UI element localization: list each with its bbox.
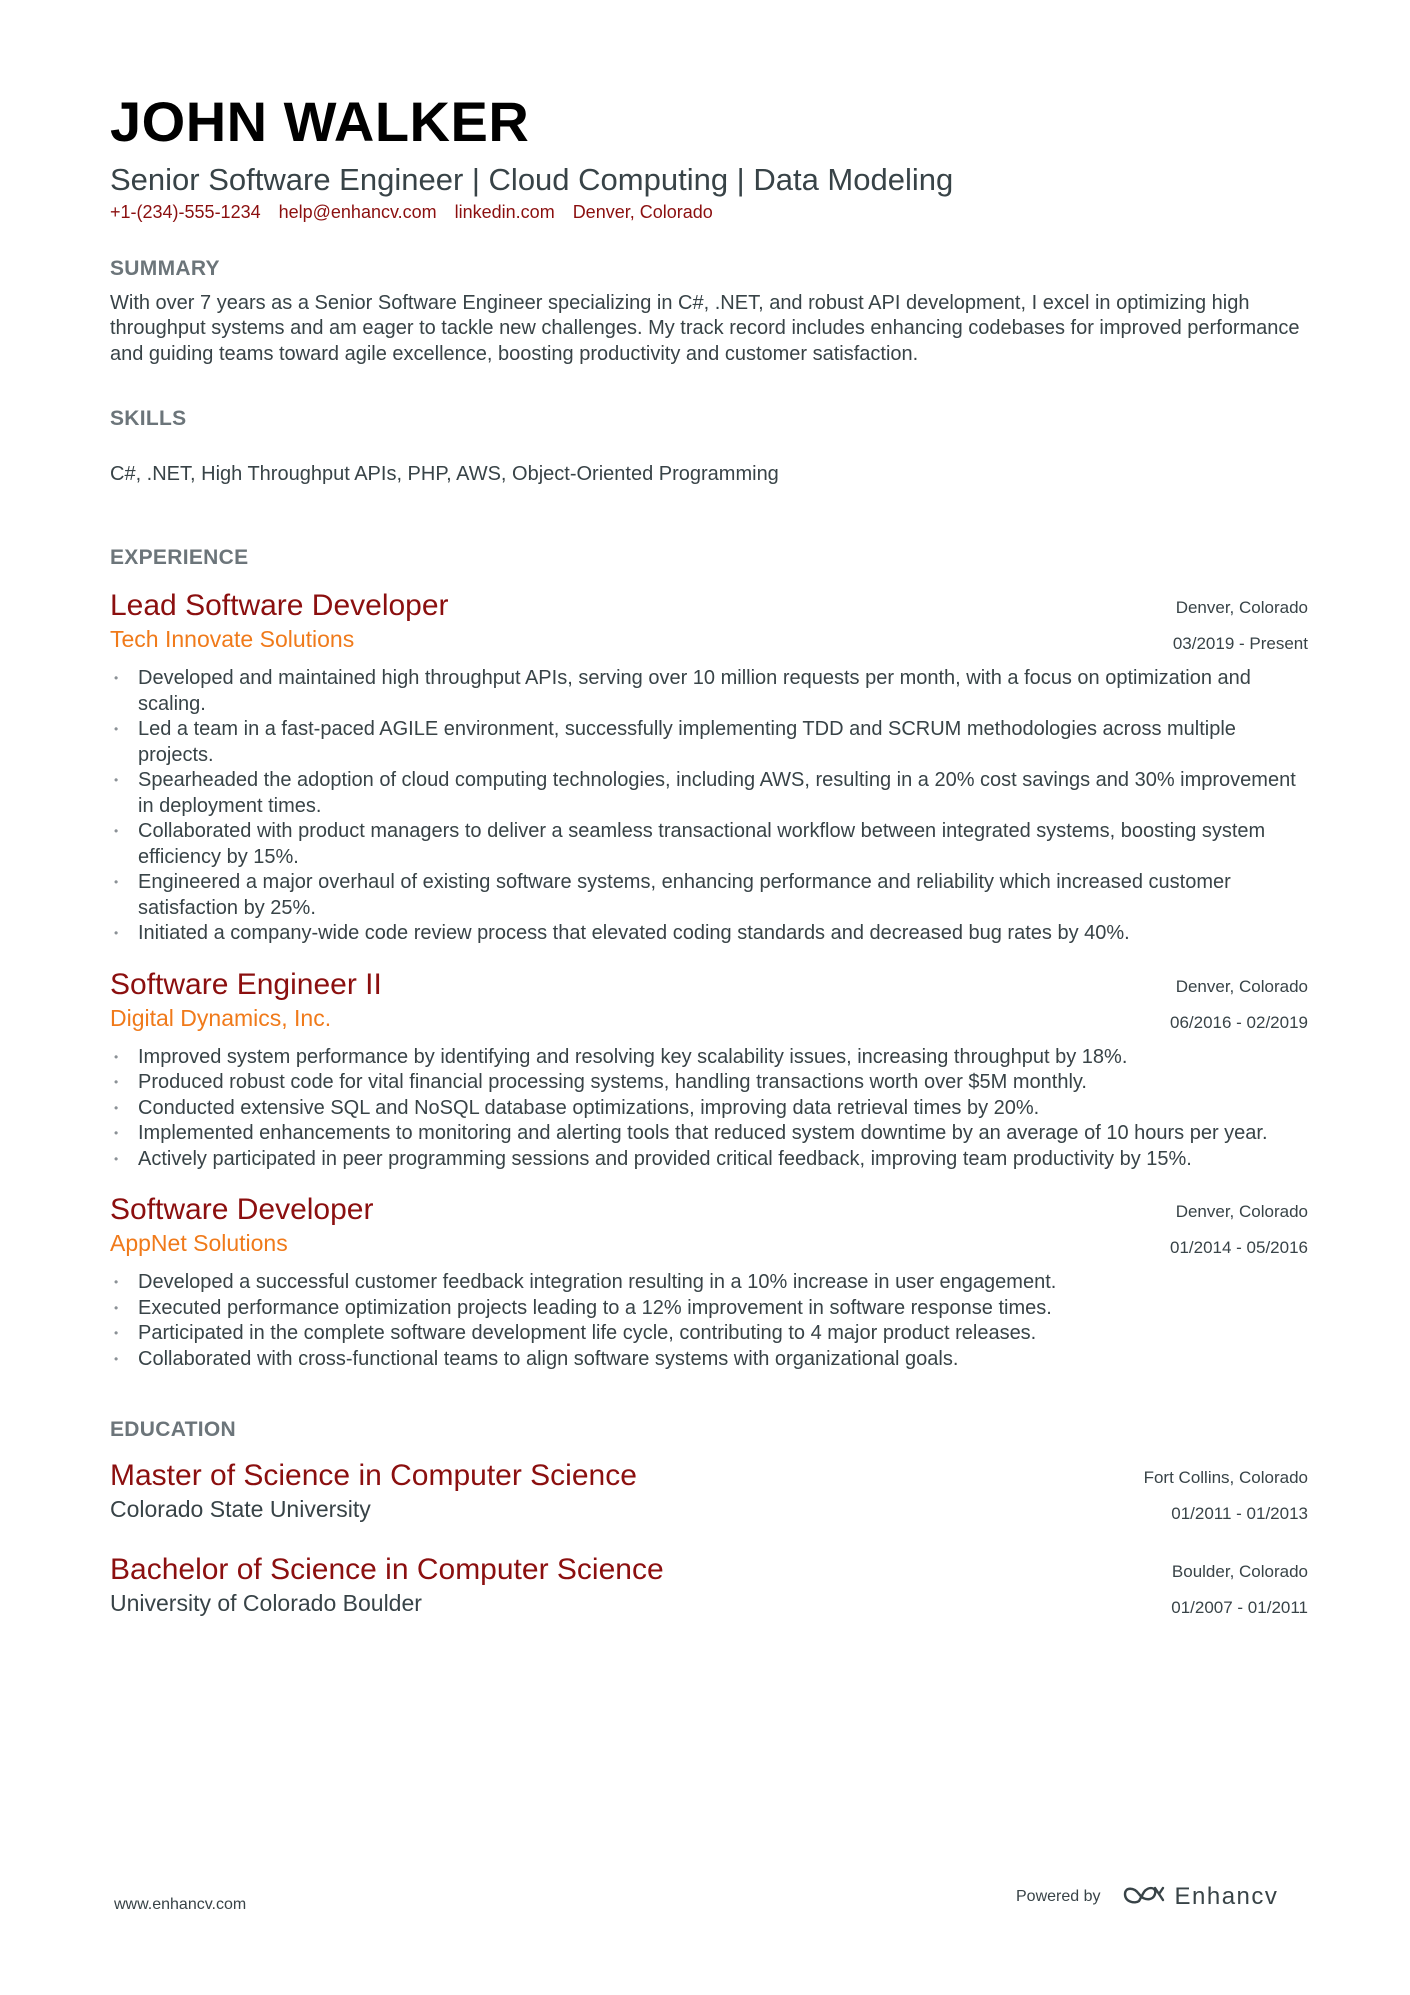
bullet-item: • Conducted extensive SQL and NoSQL database optimizations, improving data retrieval times by 20%. — [110, 1096, 1308, 1122]
bullet-item: • Initiated a company-wide code review process that elevated coding standards and decreased bug rates by 40%. — [110, 921, 1308, 947]
job-title: Software Engineer II — [110, 967, 382, 1001]
experience-entry-header — [110, 967, 1308, 1041]
enhancv-brand-link[interactable] — [1121, 1882, 1279, 1911]
company-name: Digital Dynamics, Inc. — [110, 1004, 332, 1031]
bullet-item: • Executed performance optimization projects leading to a 12% improvement in software response times. — [110, 1296, 1308, 1322]
section-title-skills: SKILLS — [110, 407, 187, 431]
skills-list: C#, .NET, High Throughput APIs, PHP, AWS, Object-Oriented Programming — [110, 463, 779, 486]
education-entry-header — [110, 1552, 1308, 1626]
enhancv-logo-icon — [1121, 1882, 1167, 1911]
bullet-item: • Participated in the complete software development life cycle, contributing to 4 major product releases. — [110, 1321, 1308, 1347]
section-title-experience: EXPERIENCE — [110, 546, 249, 570]
linkedin-link[interactable]: linkedin.com — [454, 201, 555, 222]
job-bullets — [110, 666, 1308, 947]
experience-entry — [110, 1192, 1308, 1372]
job-location: Denver, Colorado — [1175, 598, 1308, 618]
school-location: Fort Collins, Colorado — [1143, 1468, 1308, 1488]
footer-website-link[interactable]: www.enhancv.com — [114, 1896, 247, 1913]
education-entry — [110, 1552, 1308, 1626]
summary-text: With over 7 years as a Senior Software Engineer specializing in C#, .NET, and robust API development, I excel in optimizing high throughput systems and am eager to tackle new challenges. My track record includes enhancing codebases for improved performance and guiding teams toward agile excellence, boosting productivity and customer satisfaction. — [110, 291, 1300, 365]
degree-title: Master of Science in Computer Science — [110, 1459, 637, 1493]
job-location: Denver, Colorado — [1175, 1202, 1308, 1222]
bullet-item: • Produced robust code for vital financial processing systems, handling transactions worth over $5M monthly. — [110, 1070, 1308, 1096]
school-name: University of Colorado Boulder — [110, 1590, 422, 1617]
experience-entry — [110, 588, 1308, 947]
candidate-headline: Senior Software Engineer | Cloud Computing | Data Modeling — [110, 162, 954, 197]
school-location: Boulder, Colorado — [1171, 1562, 1308, 1582]
section-title-education: EDUCATION — [110, 1418, 236, 1442]
job-location: Denver, Colorado — [1175, 976, 1308, 996]
bullet-item: • Developed and maintained high throughput APIs, serving over 10 million requests per month, with a focus on optimization and scaling. — [110, 666, 1308, 717]
bullet-item: • Spearheaded the adoption of cloud computing technologies, including AWS, resulting in a 20% cost savings and 30% improvement in deployment times. — [110, 768, 1308, 819]
bullet-item: • Collaborated with product managers to deliver a seamless transactional workflow between integrated systems, boosting system efficiency by 15%. — [110, 819, 1308, 870]
bullet-item: • Developed a successful customer feedback integration resulting in a 10% increase in user engagement. — [110, 1270, 1308, 1296]
location-text: Denver, Colorado — [572, 201, 713, 222]
bullet-item: • Led a team in a fast-paced AGILE environment, successfully implementing TDD and SCRUM methodologies across multiple projects. — [110, 717, 1308, 768]
school-dates: 01/2007 - 01/2011 — [1171, 1598, 1308, 1618]
enhancv-brand-name: Enhancv — [1174, 1882, 1279, 1910]
experience-section — [110, 546, 1308, 1372]
bullet-item: • Improved system performance by identifying and resolving key scalability issues, increasing throughput by 18%. — [110, 1045, 1308, 1071]
job-bullets — [110, 1270, 1308, 1372]
experience-entry-header — [110, 1192, 1308, 1266]
resume-page — [110, 90, 1308, 1626]
school-dates: 01/2011 - 01/2013 — [1171, 1504, 1308, 1524]
job-dates: 03/2019 - Present — [1172, 634, 1308, 654]
job-title: Software Developer — [110, 1193, 374, 1227]
bullet-item: • Implemented enhancements to monitoring and alerting tools that reduced system downtime by an average of 10 hours per year. — [110, 1121, 1308, 1147]
experience-entry-header — [110, 588, 1308, 662]
powered-by-label: Powered by — [1016, 1887, 1101, 1905]
phone-link[interactable]: +1-(234)-555-1234 — [110, 201, 261, 222]
degree-title: Bachelor of Science in Computer Science — [110, 1553, 664, 1587]
skills-section — [110, 407, 1308, 486]
job-dates: 01/2014 - 05/2016 — [1169, 1238, 1308, 1258]
bullet-item: • Actively participated in peer programming sessions and provided critical feedback, improving team productivity by 15%. — [110, 1147, 1308, 1173]
contact-info — [110, 202, 1308, 223]
company-name: Tech Innovate Solutions — [110, 626, 355, 653]
resume-header — [110, 90, 1308, 223]
education-entry — [110, 1458, 1308, 1532]
summary-section — [110, 257, 1308, 368]
job-dates: 06/2016 - 02/2019 — [1169, 1012, 1308, 1032]
job-title: Lead Software Developer — [110, 589, 449, 623]
bullet-item: • Engineered a major overhaul of existing software systems, enhancing performance and reliability which increased customer satisfaction by 25%. — [110, 870, 1308, 921]
experience-entry — [110, 967, 1308, 1173]
email-link[interactable]: help@enhancv.com — [278, 201, 437, 222]
company-name: AppNet Solutions — [110, 1230, 288, 1257]
section-title-summary: SUMMARY — [110, 256, 220, 280]
candidate-name: JOHN WALKER — [110, 90, 530, 153]
footer-branding — [1016, 1882, 1278, 1911]
education-section — [110, 1418, 1308, 1626]
job-bullets — [110, 1045, 1308, 1173]
school-name: Colorado State University — [110, 1496, 371, 1523]
bullet-item: • Collaborated with cross-functional teams to align software systems with organizational goals. — [110, 1347, 1308, 1373]
education-entry-header — [110, 1458, 1308, 1532]
